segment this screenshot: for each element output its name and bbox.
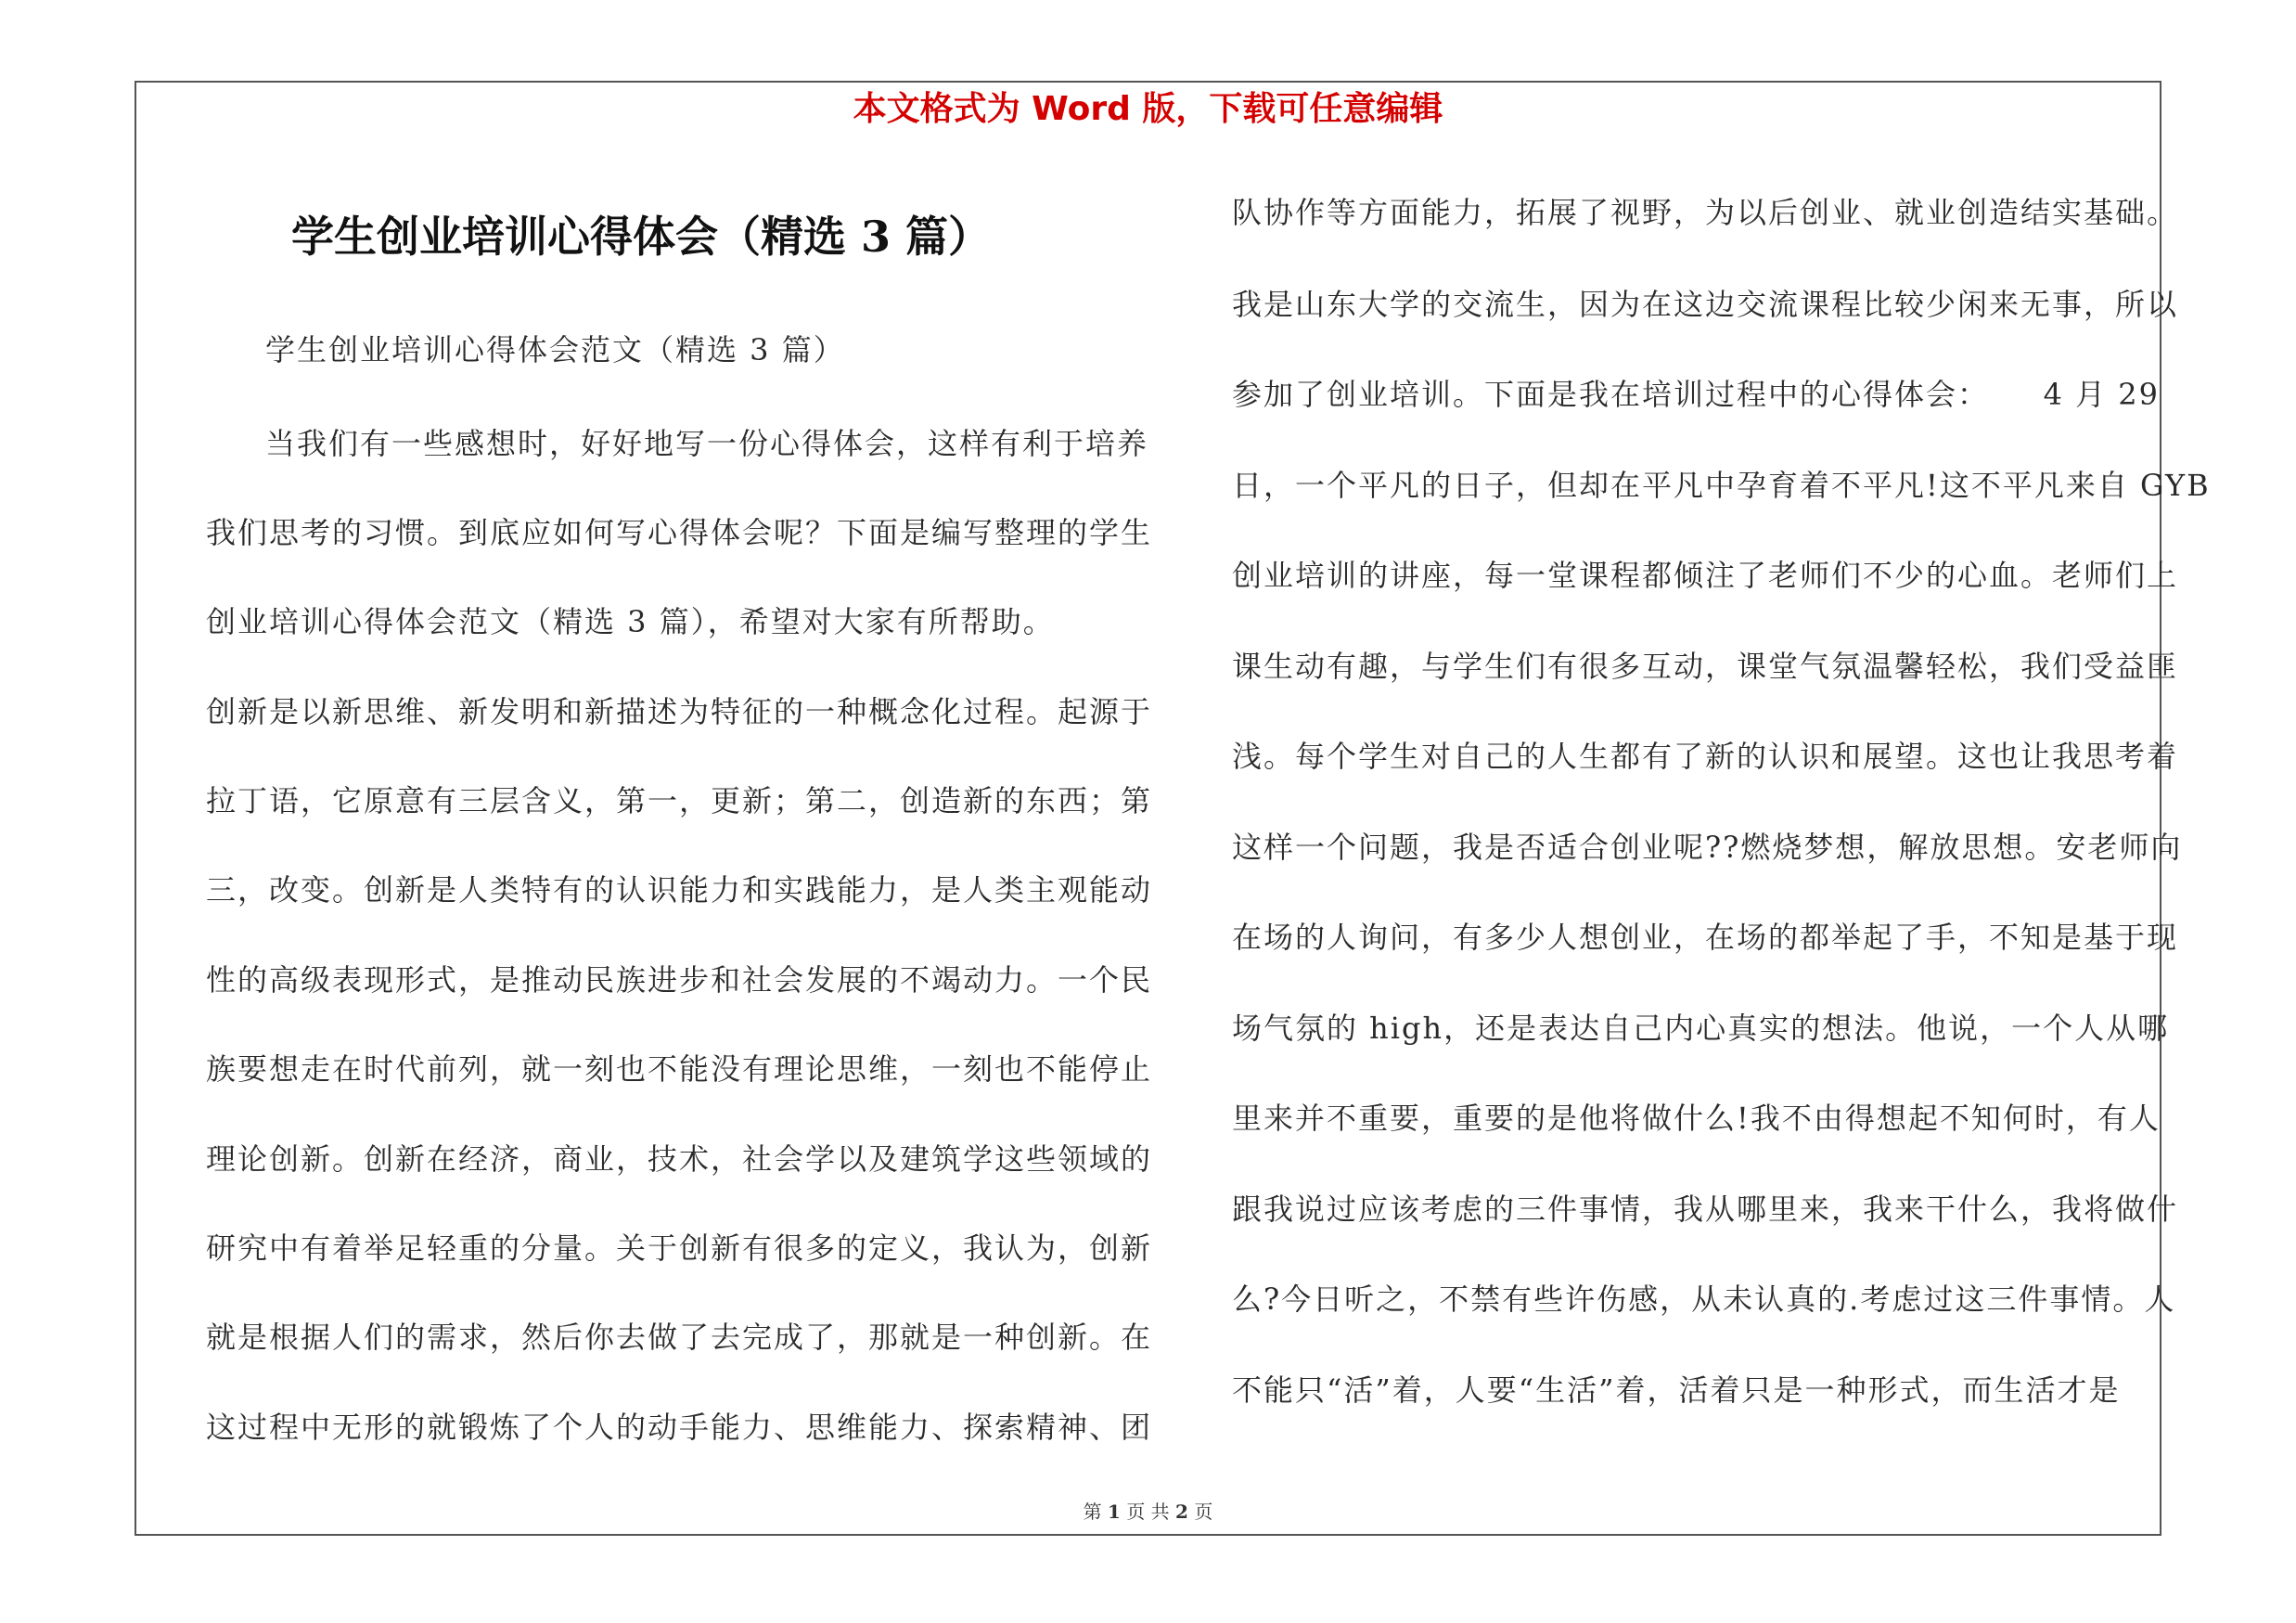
text-line: 我们思考的习惯。到底应如何写心得体会呢？下面是编写整理的学生: [206, 515, 1153, 550]
text-line: 就是根据人们的需求，然后你去做了去完成了，那就是一种创新。在: [206, 1320, 1153, 1355]
date-text: 4 月 29: [2043, 377, 2160, 412]
text-line: 创新是以新思维、新发明和新描述为特征的一种概念化过程。起源于: [206, 694, 1153, 729]
text-line: 理论创新。创新在经济，商业，技术，社会学以及建筑学这些领域的: [206, 1141, 1153, 1177]
text-line: 族要想走在时代前列，就一刻也不能没有理论思维，一刻也不能停止: [206, 1051, 1153, 1087]
footer-middle: 页 共: [1126, 1501, 1170, 1523]
format-banner: 本文格式为 Word 版，下载可任意编辑: [853, 90, 1443, 128]
text-line: 日，一个平凡的日子，但却在平凡中孕育着不平凡!这不平凡来自 GYB: [1232, 468, 2211, 503]
footer-suffix: 页: [1194, 1501, 1213, 1523]
text-line: 浅。每个学生对自己的人生都有了新的认识和展望。这也让我思考着: [1232, 739, 2179, 774]
text-line: 这样一个问题，我是否适合创业呢??燃烧梦想，解放思想。安老师向: [1232, 830, 2183, 865]
text-line: 性的高级表现形式，是推动民族进步和社会发展的不竭动力。一个民: [206, 962, 1153, 998]
text-line: 我是山东大学的交流生，因为在这边交流课程比较少闲来无事，所以: [1232, 287, 2179, 322]
text-line: 场气氛的 high，还是表达自己内心真实的想法。他说，一个人从哪: [1232, 1011, 2170, 1046]
text-line: 三，改变。创新是人类特有的认识能力和实践能力，是人类主观能动: [206, 872, 1153, 908]
text-line: 里来并不重要，重要的是他将做什么!我不由得想起不知何时，有人: [1232, 1101, 2161, 1136]
document-title: 学生创业培训心得体会（精选 3 篇）: [291, 212, 992, 262]
text-line: 么?今日听之，不禁有些许伤感，从未认真的.考虑过这三件事情。人: [1232, 1282, 2176, 1317]
text-line: 课生动有趣，与学生们有很多互动，课堂气氛温馨轻松，我们受益匪: [1232, 649, 2179, 684]
footer-prefix: 第: [1083, 1501, 1102, 1523]
text-line: 当我们有一些感想时，好好地写一份心得体会，这样有利于培养: [265, 426, 1149, 461]
subtitle: 学生创业培训心得体会范文（精选 3 篇）: [265, 332, 845, 367]
text-line: 这过程中无形的就锻炼了个人的动手能力、思维能力、探索精神、团: [206, 1410, 1153, 1445]
text-line: 拉丁语，它原意有三层含义，第一，更新；第二，创造新的东西；第: [206, 783, 1153, 818]
text-line: 不能只“活”着，人要“生活”着，活着只是一种形式，而生活才是: [1232, 1372, 2121, 1408]
text-line: 创业培训心得体会范文（精选 3 篇），希望对大家有所帮助。: [206, 604, 1055, 639]
total-page-number: 2: [1175, 1501, 1188, 1523]
text-line: 在场的人询问，有多少人想创业，在场的都举起了手，不知是基于现: [1232, 920, 2179, 955]
current-page-number: 1: [1108, 1501, 1121, 1523]
page-number-footer: [0, 1498, 2296, 1526]
text-line: 创业培训的讲座，每一堂课程都倾注了老师们不少的心血。老师们上: [1232, 558, 2179, 593]
text-line: 研究中有着举足轻重的分量。关于创新有很多的定义，我认为，创新: [206, 1230, 1153, 1266]
text-line: 队协作等方面能力，拓展了视野，为以后创业、就业创造结实基础。: [1232, 195, 2179, 230]
text-line: 跟我说过应该考虑的三件事情，我从哪里来，我来干什么，我将做什: [1232, 1191, 2179, 1227]
text-line: 参加了创业培训。下面是我在培训过程中的心得体会：: [1232, 377, 1990, 412]
